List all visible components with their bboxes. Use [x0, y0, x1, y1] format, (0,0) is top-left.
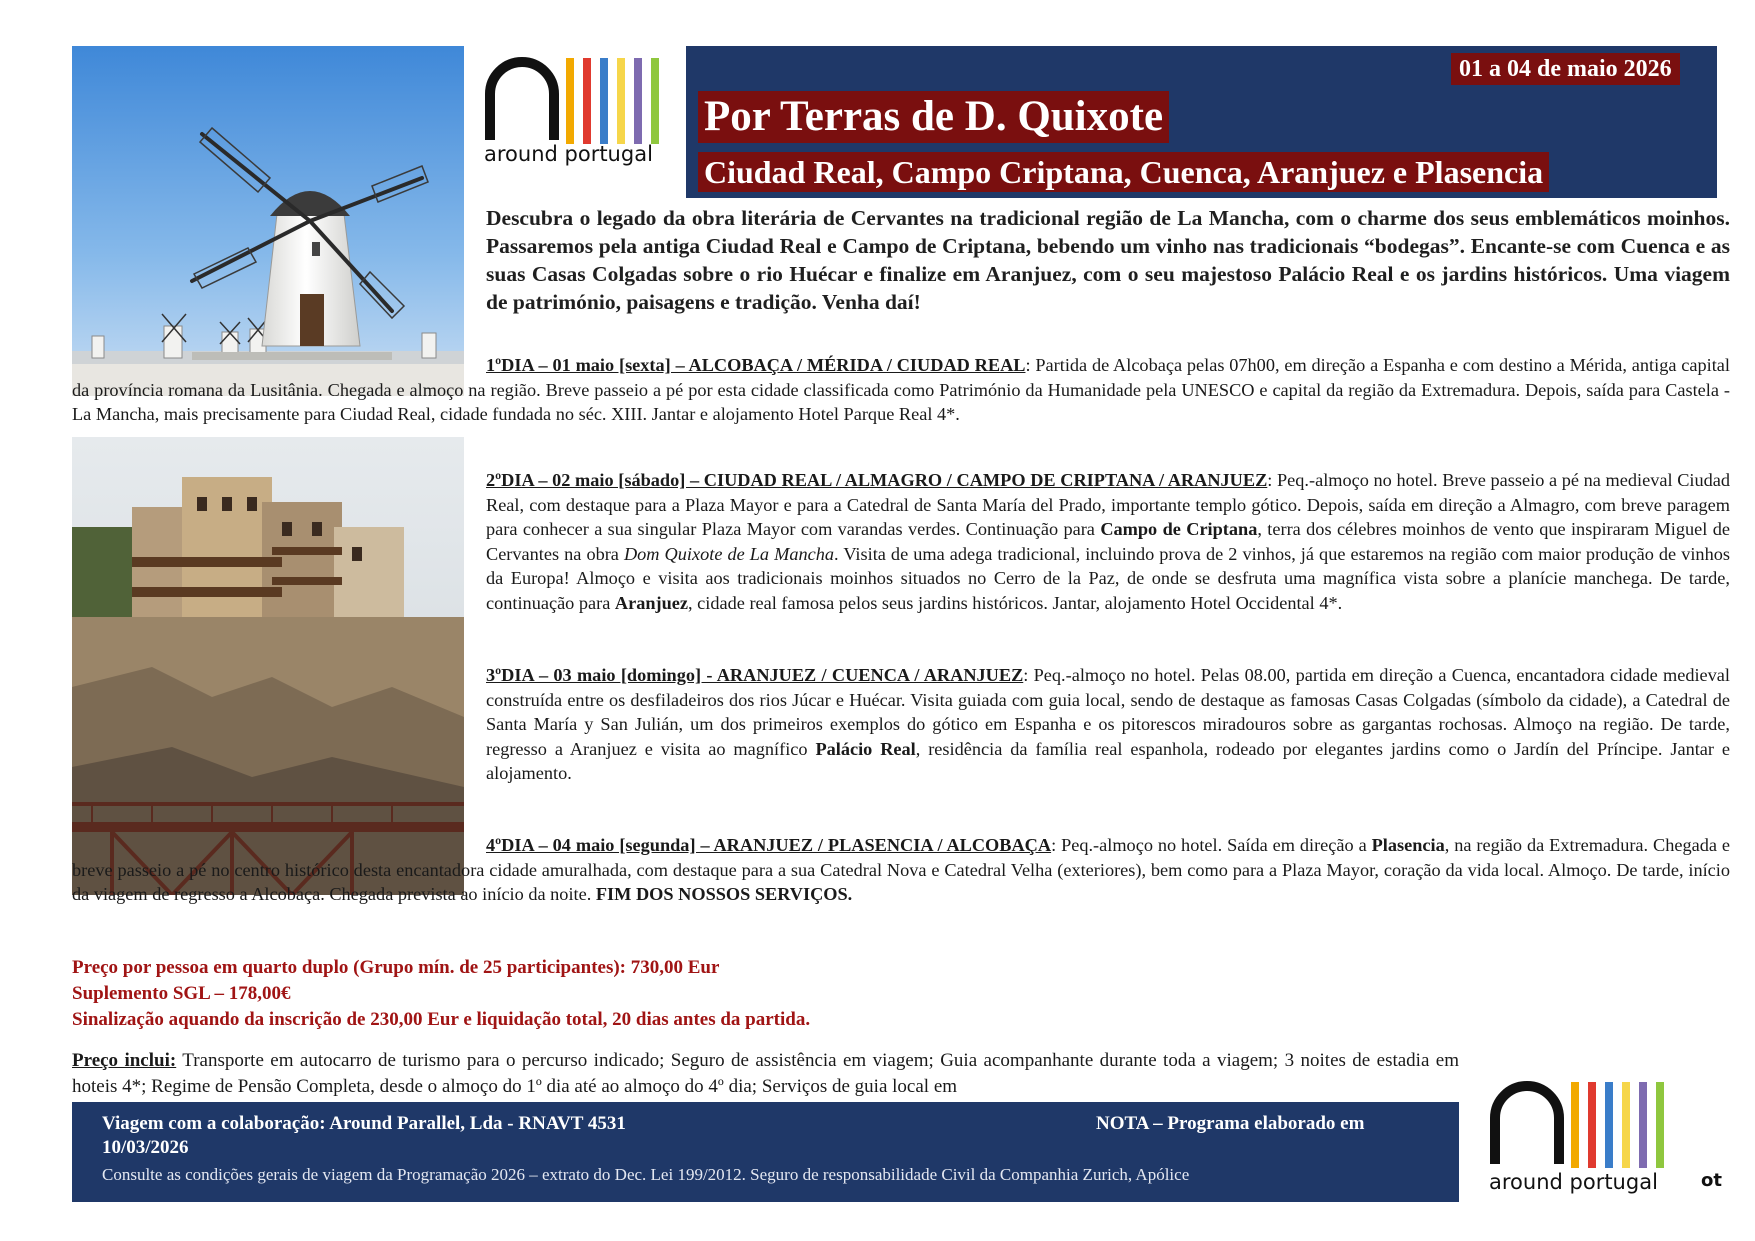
logo-bar: [583, 58, 591, 144]
price-includes-text: Transporte em autocarro de turismo para o percurso indicado; Seguro de assistência em viagem; Guia acompanhante durante toda a viagem; 3 noites de estadia em hoteis 4*; Regime de Pensão Completa, desde o almoço do 1º dia até ao almoço do 4º dia; Serviços de guia local em: [72, 1050, 1459, 1097]
brand-logo-footer: [1483, 1070, 1695, 1202]
logo-bar: [1605, 1082, 1613, 1168]
logo-bar: [600, 58, 608, 144]
footer-note: NOTA – Programa elaborado em: [1096, 1113, 1365, 1134]
logo-bar: [1571, 1082, 1579, 1168]
logo-bar: [651, 58, 659, 144]
day-text: : Partida de Alcobaça pelas 07h00, em direção a Espanha e com destino a Mérida, antiga capital da província romana da Lusitânia. Chegada e almoço na região. Breve passeio a pé por esta cidade classificada como Património da Humanidade pela UNESCO e capital da região da Extremadura. Depois, saída para Castela - La Mancha, mais precisamente para Ciudad Real, cidade fundada no séc. XIII. Jantar e alojamento Hotel Parque Real 4*.: [72, 355, 1730, 424]
day-4: [72, 833, 1730, 907]
cuenca-photo: [72, 437, 464, 895]
price-deposit: Sinalização aquando da inscrição de 230,00 Eur e liquidação total, 20 dias antes da partida.: [72, 1009, 811, 1030]
footer-date: 10/03/2026: [102, 1137, 189, 1158]
logo-wordmark: around portugal: [1489, 1170, 1658, 1194]
day-text: , residência da família real espanhola, rodeado por elegantes jardins como o Jardín del Príncipe. Jantar e alojamento.: [486, 738, 1731, 783]
intro-text: Descubra o legado da obra literária de Cervantes na tradicional região de La Mancha, com o charme dos seus emblemáticos moinhos. Passaremos pela antiga Ciudad Real e Campo de Criptana, bebendo um vinho nas tradicionais “bodegas”. Encante-se com Cuenca e as suas Casas Colgadas sobre o rio Huécar e finalize em Aranjuez, com o seu majestoso Palácio Real e os jardins históricos. Uma viagem de património, paisagens e tradição. Venha daí!: [486, 206, 1730, 314]
footer-collaboration: [102, 1112, 626, 1160]
day-text: : Peq.-almoço no hotel. Saída em direção a: [1051, 835, 1372, 855]
day-2: [486, 468, 1730, 615]
brand-logo: [478, 46, 685, 178]
logo-wordmark: around portugal: [484, 142, 653, 166]
logo-bar: [1639, 1082, 1647, 1168]
logo-a-icon: [1487, 1078, 1567, 1168]
day-text: . Visita de uma adega tradicional, incluindo prova de 2 vinhos, já que estaremos na região com maior produção de vinhos da Europa! Almoço e visita aos tradicionais moinhos situados no Cerro de la Paz, de onde se desfruta uma magnífica vista sobre a planície manchega. De tarde, continuação para: [486, 543, 1730, 613]
logo-bar: [1622, 1082, 1630, 1168]
logo-bar: [1588, 1082, 1596, 1168]
day-heading: 1ºDIA – 01 maio [sexta] – ALCOBAÇA / MÉRIDA / CIUDAD REAL: [486, 355, 1026, 375]
place-name: Palácio Real: [815, 738, 916, 759]
place-name: Campo de Criptana: [1100, 519, 1258, 539]
day-3: [486, 663, 1730, 786]
end-of-services: FIM DOS NOSSOS SERVIÇOS.: [595, 884, 853, 904]
day-text: : Peq.-almoço no hotel. Pelas 08.00, partida em direção a Cuenca, encantadora cidade medieval construída entre os desfiladeiros dos rios Júcar e Huécar. Visita guiada com guia local, sendo de destaque as famosas Casas Colgadas (símbolo da cidade), a Catedral de Santa María y San Julián, um dos primeiros exemplos do gótico em Espanha e os pitorescos miradouros sobre as gargantas rochosas. Almoço na região. De tarde, regresso a Aranjuez e visita ao magnífico: [486, 665, 1730, 759]
windmill-photo: [72, 46, 464, 396]
logo-a-icon: [482, 54, 562, 144]
price-block: [72, 955, 1172, 1033]
day-text: , terra dos célebres moinhos de vento que inspiraram Miguel de Cervantes na obra: [486, 519, 1730, 564]
day-text: , cidade real famosa pelos seus jardins históricos. Jantar, alojamento Hotel Occidental 4*.: [688, 592, 1343, 613]
footer-collab-text: Viagem com a colaboração: Around Parallel, Lda - RNAVT 4531: [102, 1113, 626, 1134]
day-1: [72, 353, 1730, 427]
price-double-room: Preço por pessoa em quarto duplo (Grupo mín. de 25 participantes): 730,00 Eur: [72, 957, 720, 978]
logo-bar: [617, 58, 625, 144]
logo-bar: [566, 58, 574, 144]
date-badge: 01 a 04 de maio 2026: [1451, 53, 1680, 85]
price-includes-label: Preço inclui:: [72, 1050, 177, 1071]
day-heading: 2ºDIA – 02 maio [sábado] – CIUDAD REAL / ALMAGRO / CAMPO DE CRIPTANA / ARANJUEZ: [486, 470, 1268, 490]
page-subtitle: Ciudad Real, Campo Criptana, Cuenca, Aranjuez e Plasencia: [698, 152, 1549, 192]
price-single-supplement: Suplemento SGL – 178,00€: [72, 983, 291, 1004]
place-name: Aranjuez: [614, 592, 689, 613]
day-heading: 3ºDIA – 03 maio [domingo] - ARANJUEZ / CUENCA / ARANJUEZ: [486, 665, 1024, 685]
book-title: Dom Quixote de La Mancha: [623, 543, 835, 564]
footer-legal-text: Consulte as condições gerais de viagem da Programação 2026 – extrato do Dec. Lei 199/2012. Seguro de responsabilidade Civil da Companhia Zurich, Apólice: [102, 1165, 1190, 1184]
footer-fragment: ot: [1701, 1170, 1722, 1191]
logo-bar: [634, 58, 642, 144]
footer-panel: [72, 1102, 1459, 1202]
day-text: : Peq.-almoço no hotel. Breve passeio a pé na medieval Ciudad Real, com destaque para a Plaza Mayor e para a Catedral de Santa María del Prado, importante templo gótico. Depois, saída em direção a Almagro, com breve paragem para conhecer a sua singular Plaza Mayor com varandas verdes. Continuação para: [486, 470, 1731, 539]
day-text: , na região da Extremadura. Chegada e breve passeio a pé no centro histórico desta encantadora cidade amuralhada, com destaque para a sua Catedral Nova e Catedral Velha (exteriores), bem como para a Plaza Mayor, coração da vida local. Almoço. De tarde, início da viagem de regresso a Alcobaça. Chegada prevista ao início da noite.: [72, 835, 1731, 904]
day-heading: 4ºDIA – 04 maio [segunda] – ARANJUEZ / PLASENCIA / ALCOBAÇA: [486, 835, 1052, 855]
logo-bars: [566, 58, 671, 144]
logo-bar: [1656, 1082, 1664, 1168]
price-includes: [72, 1048, 1459, 1100]
logo-bars: [1571, 1082, 1676, 1168]
page-title: Por Terras de D. Quixote: [698, 91, 1169, 143]
place-name: Plasencia: [1371, 835, 1445, 855]
